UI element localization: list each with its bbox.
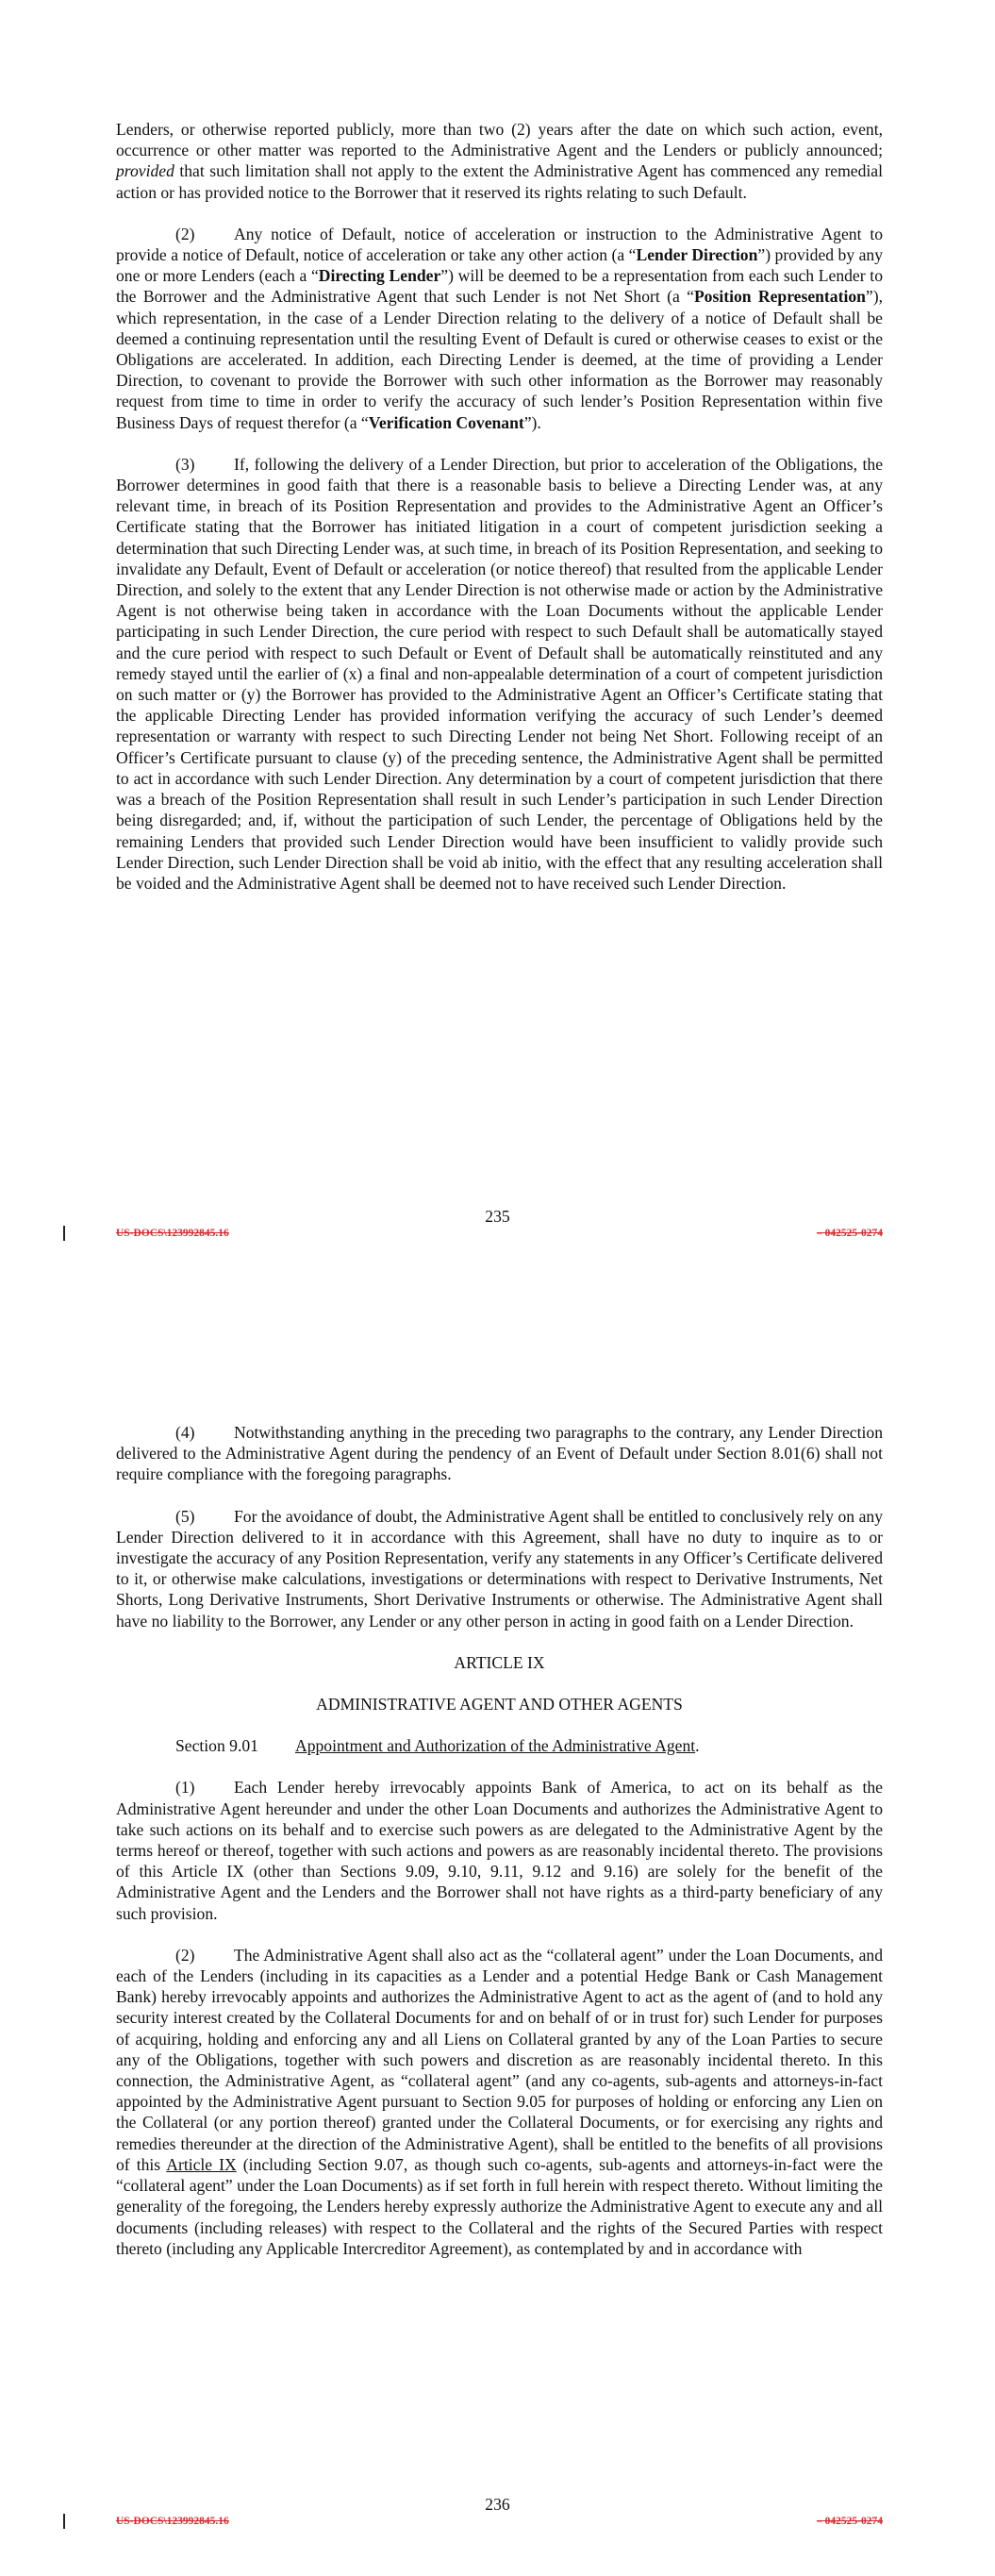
paragraph-number: (2) [175, 224, 195, 243]
page-number: 235 [485, 1207, 510, 1226]
defined-term: Lender Direction [636, 245, 758, 265]
page-body [116, 119, 883, 914]
paragraph-number: (1) [175, 1778, 195, 1798]
page-footer [0, 2514, 995, 2533]
paragraph-2 [116, 224, 883, 433]
defined-term: Directing Lender [318, 266, 441, 286]
paragraph-number: (2) [175, 1945, 195, 1965]
defined-term: provided [116, 161, 174, 181]
paragraph-number: (4) [175, 1423, 195, 1442]
matter-number: – 042525-0274 [817, 1228, 883, 1239]
text-run: that such limitation shall not apply to the extent the Administrative Agent has commenced any remedial action or has provided notice to the Borrower that it reserved its rights relating to such Default. [116, 161, 883, 202]
text-run: ”), which representation, in the case of a Lender Direction relating to the delivery of a notice of Default shall be deemed a continuing representation until the resulting Event of Default is cured or otherwise ceases to exist or the Obligations are accelerated. In addition, each Directing Lender is deemed, at the time of providing a Lender Direction, to covenant to provide the Borrower with such other information as the Borrower may reasonably request from time to time in order to verify the accuracy of such lender’s Position Representation within five Business Days of request therefor (a “ [116, 287, 883, 432]
document-id: US-DOCS\123992845.16 [116, 1228, 229, 1239]
defined-term: Article IX [166, 2154, 237, 2174]
text-run: (including Section 9.07, as though such co-agents, sub-agents and attorneys-in-fact were the “collateral agent” under the Loan Documents) as if set forth in full herein with respect thereto. Without limiting the generality of the foregoing, the Lenders hereby expressly authorize the Administrative Agent to execute any and all documents (including releases) with respect to the Collateral and the rights of the Secured Parties with respect thereto (including any Applicable Intercreditor Agreement), as contemplated by and in accordance with [116, 2154, 883, 2258]
paragraph-3 [116, 454, 883, 894]
paragraph-number: (3) [175, 454, 195, 474]
defined-term: Position Representation [693, 287, 866, 307]
section-paragraph-2 [116, 1945, 883, 2259]
matter-number: – 042525-0274 [817, 2516, 883, 2527]
defined-term: Verification Covenant [368, 412, 524, 432]
text-run: Notwithstanding anything in the preceding two paragraphs to the contrary, any Lender Direction delivered to the Administrative Agent during the pendency of an Event of Default under Section 8.01(6) shall not require compliance with the foregoing paragraphs. [116, 1423, 883, 1484]
text-run: The Administrative Agent shall also act as the “collateral agent” under the Loan Documents, and each of the Lenders (including in its capacities as a Lender and a potential Hedge Bank or Cash Management Bank) hereby irrevocably appoints and authorizes the Administrative Agent to act as the agent of (and to hold any security interest created by the Collateral Documents for and on behalf of or in trust for) such Lender for purposes of acquiring, holding and enforcing any and all Liens on Collateral granted by any of the Loan Parties to secure any of the Obligations, together with such powers and discretion as are reasonably incidental thereto. In this connection, the Administrative Agent, as “collateral agent” (and any co-agents, sub-agents and attorneys-in-fact appointed by the Administrative Agent pursuant to Section 9.05 for purposes of holding or enforcing any Lien on the Collateral (or any portion thereof) granted under the Collateral Documents, or for exercising any rights and remedies thereunder at the direction of the Administrative Agent), shall be entitled to the benefits of all provisions of this [116, 1945, 883, 2174]
text-run: ”) provided by any one or more Lenders (each a “ [116, 245, 883, 286]
text-run: Any notice of Default, notice of acceleration or instruction to the Administrative Agent to provide a notice of Default, notice of acceleration or take any other action (a “ [116, 224, 883, 265]
revision-bar [63, 1226, 65, 1241]
paragraph-4 [116, 1422, 883, 1485]
text-run: ”) will be deemed to be a representation from each such Lender to the Borrower and the Administrative Agent that such Lender is not Net Short (a “ [116, 266, 883, 307]
article-title: ARTICLE IX [454, 1652, 545, 1672]
paragraph-number: (5) [175, 1506, 195, 1526]
text-run: If, following the delivery of a Lender Direction, but prior to acceleration of the Obligations, the Borrower determines in good faith that there is a reasonable basis to believe a Directing Lender was, at any relevant time, in breach of its Position Representation and provides to the Administrative Agent an Officer’s Certificate stating that the Borrower has initiated litigation in a court of competent jurisdiction seeking a determination that such Directing Lender was, at such time, in breach of its Position Representation, and seeking to invalidate any Default, Event of Default or acceleration (or notice thereof) that resulted from the applicable Lender Direction, and solely to the extent that any Lender Direction is not otherwise made or action by the Administrative Agent is not otherwise being taken in accordance with the Loan Documents without the applicable Lender participating in such Lender Direction, the cure period with respect to such Default shall be automatically stayed and the cure period with respect to such Default or Event of Default shall be automatically reinstituted and any remedy stayed until the earlier of (x) a final and non-appealable determination of a court of competent jurisdiction on such matter or (y) the Borrower has provided to the Administrative Agent an Officer’s Certificate stating that the applicable Directing Lender has provided information verifying the accuracy of such Lender’s deemed representation or warranty with respect to such Directing Lender not being Net Short. Following receipt of an Officer’s Certificate pursuant to clause (y) of the preceding sentence, the Administrative Agent shall be permitted to act in accordance with such Lender Direction. Any determination by a court of competent jurisdiction that there was a breach of the Position Representation shall result in such Lender’s participation in such Lender Direction being disregarded; and, if, without the participation of such Lender, the percentage of Obligations held by the remaining Lenders that provided such Lender Direction would have been insufficient to validly provide such Lender Direction, such Lender Direction shall be void ab initio, with the effect that any resulting acceleration shall be voided and the Administrative Agent shall be deemed not to have received such Lender Direction. [116, 454, 883, 893]
section-heading [116, 1735, 883, 1756]
revision-bar [63, 2514, 65, 2529]
text-run: ”). [523, 412, 541, 432]
text-run: Lenders, or otherwise reported publicly, more than two (2) years after the date on which such action, event, occurrence or other matter was reported to the Administrative Agent and the Lenders or publicly announced; [116, 120, 883, 160]
section-number: Section 9.01 [175, 1736, 258, 1756]
section-title: Appointment and Authorization of the Administrative Agent [295, 1736, 696, 1756]
section-title-end: . [695, 1736, 700, 1756]
page-footer [0, 1226, 995, 1245]
article-subtitle: ADMINISTRATIVE AGENT AND OTHER AGENTS [316, 1695, 683, 1715]
page-number: 236 [485, 2495, 510, 2514]
paragraph-carryover [116, 119, 883, 203]
paragraph-5 [116, 1506, 883, 1631]
page-body [116, 1422, 883, 2280]
document-page-236 [0, 1288, 995, 2576]
text-run: Each Lender hereby irrevocably appoints Bank of America, to act on its behalf as the Administrative Agent hereunder and under the other Loan Documents and authorizes the Administrative Agent to take such actions on its behalf and to exercise such powers as are delegated to the Administrative Agent by the terms hereof or thereof, together with such actions and powers as are reasonably incidental thereto. The provisions of this Article IX (other than Sections 9.09, 9.10, 9.11, 9.12 and 9.16) are solely for the benefit of the Administrative Agent and the Lenders and the Borrower shall not have rights as a third-party beneficiary of any such provision. [116, 1778, 883, 1923]
text-run: For the avoidance of doubt, the Administrative Agent shall be entitled to conclusively rely on any Lender Direction delivered to it in accordance with this Agreement, shall have no duty to inquire as to or investigate the accuracy of any Position Representation, verify any statements in any Officer’s Certificate delivered to it, or otherwise make calculations, investigations or determinations with respect to Derivative Instruments, Net Shorts, Long Derivative Instruments, Short Derivative Instruments or otherwise. The Administrative Agent shall have no liability to the Borrower, any Lender or any other person in acting in good faith on a Lender Direction. [116, 1506, 883, 1631]
document-id: US-DOCS\123992845.16 [116, 2516, 229, 2527]
section-paragraph-1 [116, 1777, 883, 1923]
